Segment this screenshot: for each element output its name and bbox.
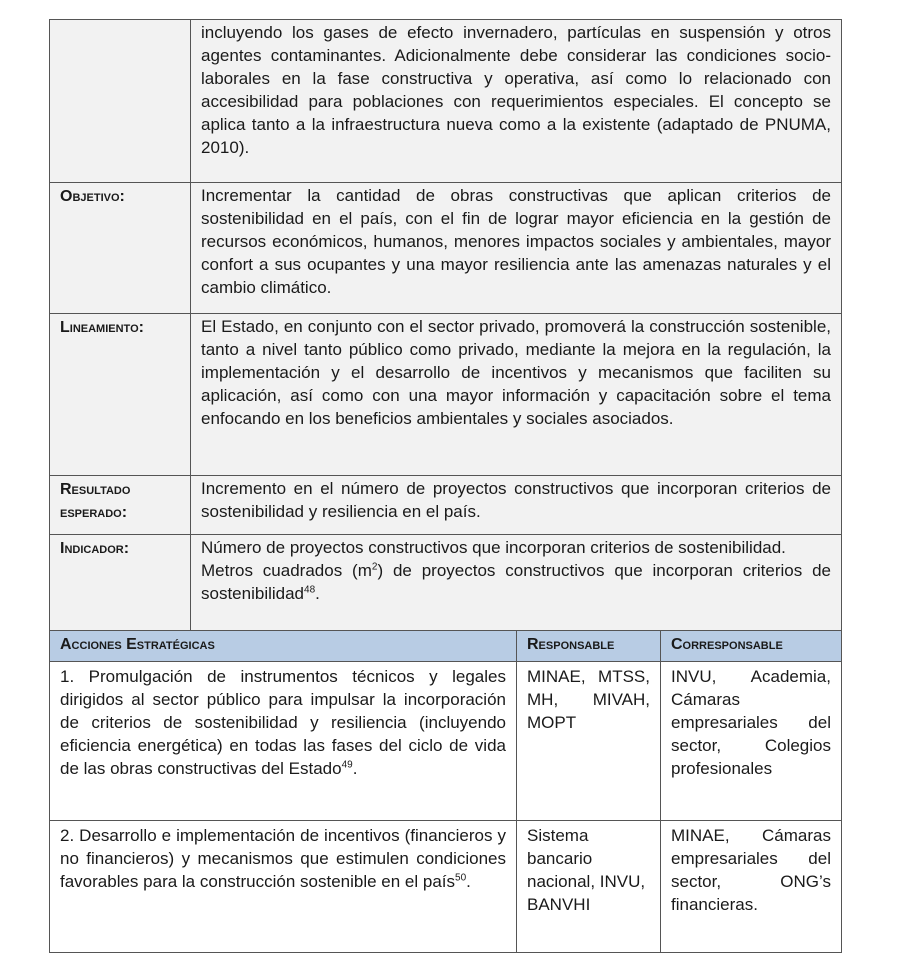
- action-2-corresponsable: MINAE, Cámaras empresariales del sector, ONG’s financieras.: [661, 821, 842, 953]
- action-2-text: 2. Desarrollo e implementación de incentivos (financieros y no financieros) y mecanismos que estimulen condiciones favorables para la construcción sostenible en el país$^{50}$.: [50, 821, 517, 953]
- resultado-label: Resultado esperado:: [50, 476, 191, 535]
- action-1-responsable: MINAE, MTSS, MH, MIVAH, MOPT: [517, 662, 661, 821]
- indicador-label: Indicador:: [50, 535, 191, 631]
- action-1-corresponsable: INVU, Academia, Cámaras empresariales del sector, Colegios profesionales: [661, 662, 842, 821]
- intro-text: incluyendo los gases de efecto invernadero, partículas en suspensión y otros agentes contaminantes. Adicionalmente debe considerar las condiciones socio-laborales en la fase constructiva y operativa, así como lo relacionado con accesibilidad para poblaciones con requerimientos especiales. El concepto se aplica tanto a la infraestructura nueva como a la existente (adaptado de PNUMA, 2010).: [191, 20, 842, 183]
- actions-header-row: [50, 631, 842, 662]
- header-responsable: Responsable: [517, 631, 661, 662]
- intro-row: [50, 20, 842, 183]
- lineamiento-row: [50, 314, 842, 476]
- footnote-ref: 49: [341, 759, 353, 771]
- indicador-text: [191, 535, 842, 631]
- strategy-table: [49, 19, 842, 953]
- footnote-ref: 50: [455, 872, 467, 884]
- header-acciones: Acciones Estratégicas: [50, 631, 517, 662]
- footnote-ref: 48: [304, 584, 316, 596]
- lineamiento-text: El Estado, en conjunto con el sector privado, promoverá la construcción sostenible, tanto a nivel tanto público como privado, mediante la mejora en la regulación, la implementación y el desarrollo de incentivos y mecanismos que faciliten su aplicación, así como con una mayor información y capacitación sobre el tema enfocando en los beneficios ambientales y sociales asociados.: [191, 314, 842, 476]
- lineamiento-label: Lineamiento:: [50, 314, 191, 476]
- objetivo-row: [50, 183, 842, 314]
- indicador-line-2: Metros cuadrados $(m^2)$ de proyectos constructivos que incorporan criterios de sostenibilidad$^{48}$.: [201, 561, 831, 603]
- indicador-row: [50, 535, 842, 631]
- header-corresponsable: Corresponsable: [661, 631, 842, 662]
- resultado-row: [50, 476, 842, 535]
- action-1-text: 1. Promulgación de instrumentos técnicos y legales dirigidos al sector público para impulsar la incorporación de criterios de sostenibilidad y resiliencia (incluyendo eficiencia energética) en todas las fases del ciclo de vida de las obras constructivas del Estado$^{49}$.: [50, 662, 517, 821]
- action-row-1: [50, 662, 842, 821]
- indicador-line-1: Número de proyectos constructivos que incorporan criterios de sostenibilidad.: [201, 538, 786, 557]
- intro-label: [50, 20, 191, 183]
- action-2-responsable: Sistema bancario nacional, INVU, BANVHI: [517, 821, 661, 953]
- objetivo-text: Incrementar la cantidad de obras constructivas que aplican criterios de sostenibilidad en el país, con el fin de lograr mayor eficiencia en la gestión de recursos económicos, humanos, menores impactos sociales y ambientales, mayor confort a sus ocupantes y una mayor resiliencia ante las amenazas naturales y el cambio climático.: [191, 183, 842, 314]
- action-row-2: [50, 821, 842, 953]
- objetivo-label: Objetivo:: [50, 183, 191, 314]
- resultado-text: Incremento en el número de proyectos constructivos que incorporan criterios de sostenibilidad y resiliencia en el país.: [191, 476, 842, 535]
